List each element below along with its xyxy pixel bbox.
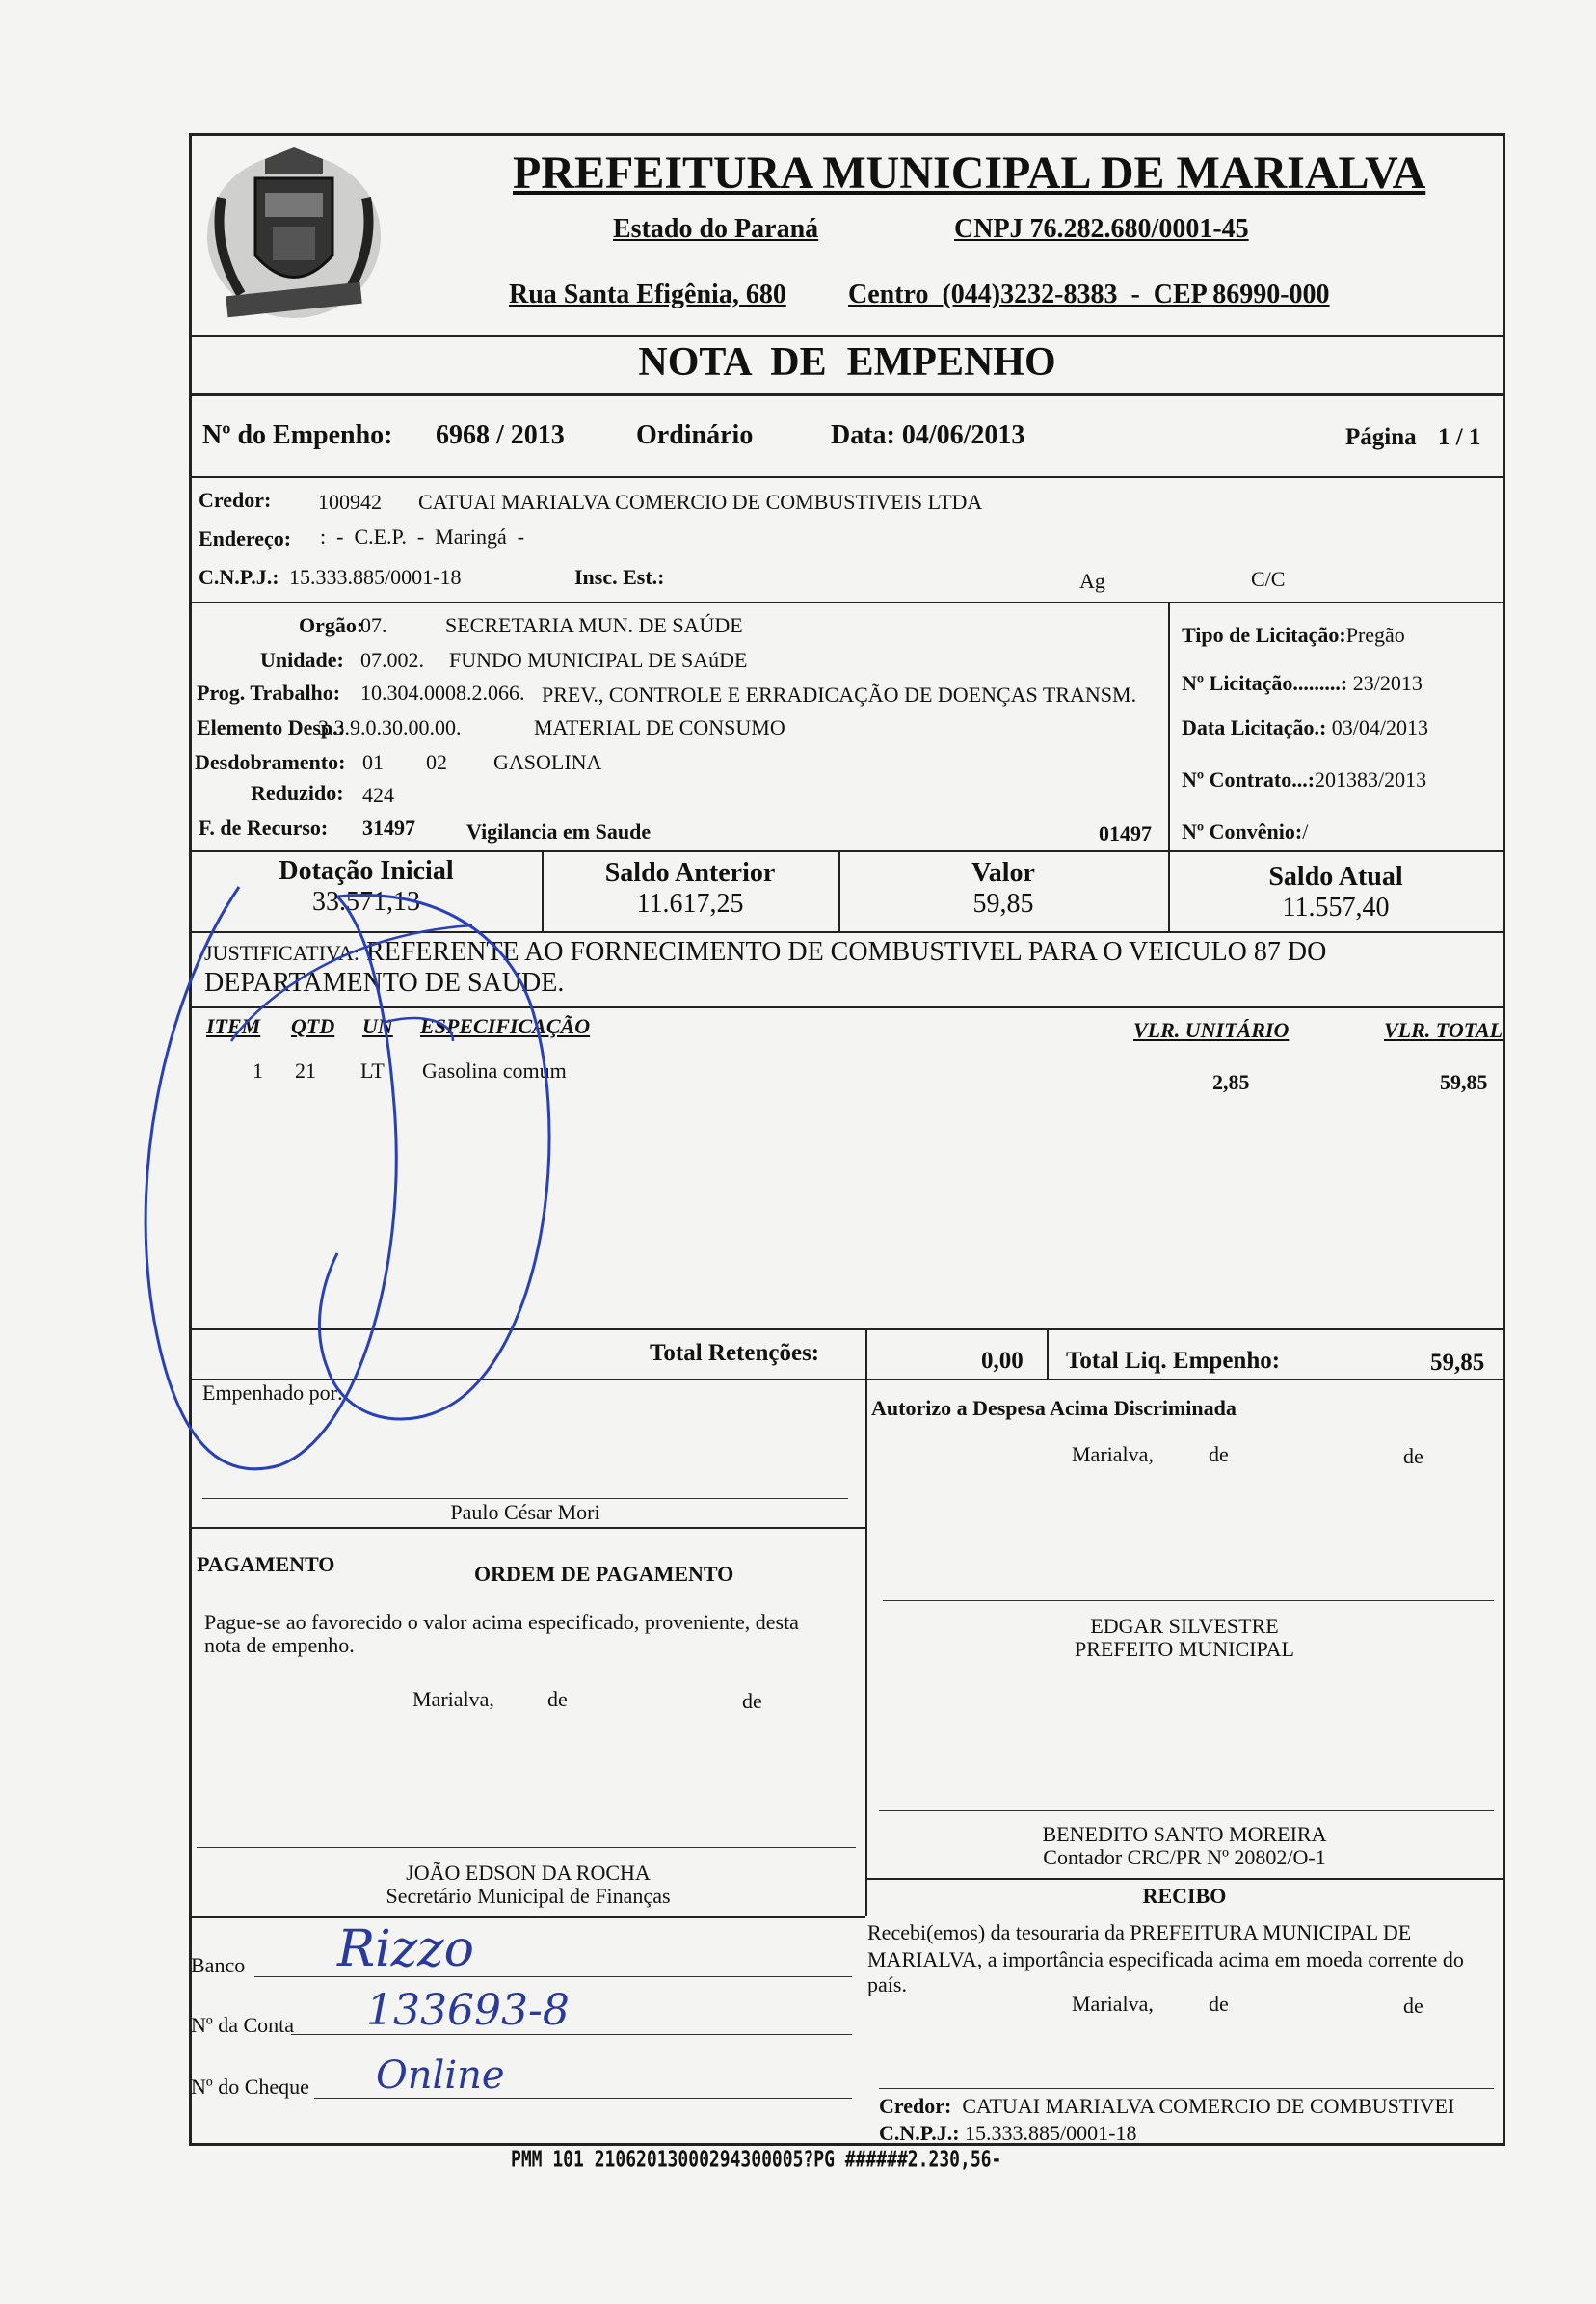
empenho-number: 6968 / 2013 — [436, 420, 565, 450]
credor-cnpj: 15.333.885/0001-18 — [289, 565, 462, 589]
autorizo-de1: de — [1209, 1442, 1229, 1466]
recibo-de2: de — [1403, 1994, 1423, 2018]
credor-address: : - C.E.P. - Maringá - — [320, 524, 525, 549]
payment-stamp: PMM 101 21062013000294300005?PG ######2.230,56- — [511, 2146, 1002, 2174]
banco-handwriting: Rizzo — [337, 1920, 474, 1978]
cheque-handwriting: Online — [376, 2053, 505, 2098]
prog-code: 10.304.0008.2.066. — [360, 681, 525, 705]
recibo-line2: MARIALVA, a importância especificada acima em moeda corrente do — [867, 1947, 1464, 1971]
retencoes-value: 0,00 — [981, 1348, 1024, 1374]
unidade-label: Unidade: — [260, 648, 344, 672]
pague-de1: de — [547, 1687, 568, 1711]
col-especificacao: ESPECIFICAÇÃO — [420, 1014, 591, 1038]
empenho-label: Nº do Empenho: — [202, 420, 393, 450]
credor-address-label: Endereço: — [199, 526, 292, 550]
data-licitacao-label: Data Licitação.: — [1182, 715, 1327, 739]
header-address: Rua Santa Efigênia, 680 — [509, 280, 786, 309]
col-un: UN — [362, 1014, 393, 1038]
conta-handwriting: 133693-8 — [366, 1986, 570, 2035]
divider — [191, 1006, 1503, 1008]
empenhado-label: Empenhado por: — [202, 1380, 344, 1405]
contrato-label: Nº Contrato...: — [1182, 767, 1316, 791]
valor-label: Valor — [971, 858, 1035, 888]
tipo-licitacao: Pregão — [1345, 623, 1405, 647]
conta-label: Nº da Conta — [191, 2013, 295, 2037]
credor-cnpj-label: C.N.P.J.: — [199, 565, 279, 589]
col-vlr-total: VLR. TOTAL — [1384, 1018, 1503, 1042]
ag-label: Ag — [1079, 569, 1105, 593]
ordem-pagamento-label: ORDEM DE PAGAMENTO — [474, 1562, 734, 1586]
row-total: 59,85 — [1440, 1070, 1488, 1094]
autorizo-de2: de — [1403, 1444, 1423, 1468]
recibo-label: RECIBO — [1142, 1884, 1227, 1908]
row-qtd: 21 — [295, 1058, 316, 1083]
liquido-value: 59,85 — [1430, 1350, 1485, 1376]
pague-line2: nota de empenho. — [204, 1633, 355, 1657]
convenio: / — [1302, 819, 1309, 844]
cheque-line — [314, 2098, 852, 2099]
desd-code1: 01 — [362, 750, 384, 774]
fonte-code2: 01497 — [1099, 821, 1152, 845]
desd-code2: 02 — [426, 750, 447, 774]
empenho-date: Data: 04/06/2013 — [831, 420, 1025, 450]
prog-name: PREV., CONTROLE E ERRADICAÇÃO DE DOENÇAS TRANSM. — [542, 683, 1137, 707]
unidade-code: 07.002. — [360, 648, 424, 672]
saldo-atual: 11.557,40 — [1282, 893, 1390, 923]
divider — [191, 602, 1503, 603]
orgao-name: SECRETARIA MUN. DE SAÚDE — [445, 613, 743, 637]
divider — [191, 931, 1503, 933]
saldo-atual-label: Saldo Atual — [1268, 862, 1403, 892]
header-state: Estado do Paraná — [613, 214, 819, 244]
saldo-anterior: 11.617,25 — [636, 889, 744, 919]
empenho-type: Ordinário — [636, 420, 754, 450]
recibo-line3: país. — [867, 1972, 907, 1996]
fonte-name: Vigilancia em Saude — [466, 819, 652, 844]
pagamento-label: PAGAMENTO — [197, 1552, 335, 1576]
secretario-nome: JOÃO EDSON DA ROCHA — [406, 1861, 651, 1885]
elem-label: Elemento Desp.: — [197, 715, 345, 739]
pague-line1: Pague-se ao favorecido o valor acima especificado, proveniente, desta — [204, 1610, 799, 1634]
cheque-label: Nº do Cheque — [191, 2075, 309, 2099]
divider — [191, 393, 1503, 396]
contrato: 201383/2013 — [1315, 767, 1427, 791]
desd-label: Desdobramento: — [195, 750, 346, 774]
empenhado-nome: Paulo César Mori — [450, 1500, 600, 1524]
prog-label: Prog. Trabalho: — [197, 681, 341, 705]
divider — [191, 335, 1503, 337]
doc-title: NOTA DE EMPENHO — [638, 340, 1056, 385]
coat-of-arms-icon — [198, 140, 390, 333]
dotacao-inicial: 33.571,13 — [312, 887, 420, 917]
data-licitacao: 03/04/2013 — [1331, 715, 1429, 739]
row-item: 1 — [253, 1058, 263, 1083]
col-qtd: QTD — [291, 1014, 335, 1038]
header-cnpj: CNPJ 76.282.680/0001-45 — [954, 214, 1249, 244]
row-unit: 2,85 — [1212, 1070, 1250, 1094]
desd-name: GASOLINA — [493, 750, 602, 774]
divider — [191, 1328, 1503, 1330]
valor: 59,85 — [972, 889, 1034, 919]
prefeito-nome: EDGAR SILVESTRE — [1090, 1614, 1279, 1638]
credor-code: 100942 — [318, 490, 382, 514]
divider — [865, 1878, 1503, 1880]
autorizo-text: Autorizo a Despesa Acima Discriminada — [871, 1396, 1237, 1420]
signature-line — [883, 1600, 1494, 1601]
col-item: ITEM — [206, 1014, 261, 1038]
credor-label: Credor: — [199, 488, 272, 512]
signature-line — [197, 1847, 856, 1848]
recibo-local: Marialva, — [1072, 1992, 1154, 2016]
justificativa-line1: REFERENTE AO FORNECIMENTO DE COMBUSTIVEL PARA O VEICULO 87 DO — [365, 937, 1327, 967]
justificativa-label: JUSTIFICATIVA: — [204, 941, 359, 965]
credor-name: CATUAI MARIALVA COMERCIO DE COMBUSTIVEIS LTDA — [418, 490, 983, 514]
num-licitacao-label: Nº Licitação.........: — [1182, 671, 1348, 695]
footer-cnpj-label: C.N.P.J.: — [879, 2121, 960, 2145]
divider — [191, 1379, 1503, 1380]
page-label: Página — [1345, 424, 1417, 450]
reduzido-label: Reduzido: — [251, 781, 344, 805]
pague-local: Marialva, — [412, 1687, 494, 1711]
recibo-de1: de — [1209, 1992, 1229, 2016]
num-licitacao: 23/2013 — [1352, 671, 1423, 695]
elem-name: MATERIAL DE CONSUMO — [534, 715, 785, 739]
divider — [191, 850, 1503, 852]
prefeito-cargo: PREFEITO MUNICIPAL — [1075, 1637, 1294, 1661]
fonte-label: F. de Recurso: — [199, 816, 329, 840]
fonte-code: 31497 — [362, 816, 415, 840]
contador-nome: BENEDITO SANTO MOREIRA — [1042, 1822, 1327, 1846]
divider — [1047, 1328, 1049, 1379]
pague-de2: de — [742, 1689, 762, 1713]
reduzido-code: 424 — [362, 783, 394, 807]
dotacao-inicial-label: Dotação Inicial — [279, 856, 454, 886]
signature-line — [202, 1498, 848, 1499]
divider — [191, 1527, 865, 1529]
divider — [191, 1916, 865, 1918]
header-district: Centro (044)3232-8383 - CEP 86990-000 — [848, 280, 1330, 309]
insc-est-label: Insc. Est.: — [574, 565, 665, 589]
cc-label: C/C — [1251, 567, 1286, 591]
convenio-label: Nº Convênio: — [1182, 819, 1303, 844]
footer-credor-nome: CATUAI MARIALVA COMERCIO DE COMBUSTIVEI — [962, 2094, 1455, 2118]
signature-line — [879, 2088, 1494, 2089]
footer-credor-label: Credor: — [879, 2094, 952, 2118]
secretario-cargo: Secretário Municipal de Finanças — [386, 1884, 671, 1908]
contador-cargo: Contador CRC/PR Nº 20802/O-1 — [1043, 1845, 1326, 1869]
unidade-name: FUNDO MUNICIPAL DE SAúDE — [449, 648, 748, 672]
elem-code: 3.3.9.0.30.00.00. — [318, 715, 462, 739]
orgao-label: Orgão: — [299, 613, 364, 637]
divider — [1168, 602, 1170, 852]
row-un: LT — [360, 1058, 385, 1083]
footer-cnpj: 15.333.885/0001-18 — [965, 2121, 1137, 2145]
col-vlr-unitario: VLR. UNITÁRIO — [1133, 1018, 1290, 1042]
autorizo-local: Marialva, — [1072, 1442, 1154, 1466]
saldo-anterior-label: Saldo Anterior — [604, 858, 776, 888]
justificativa-line2: DEPARTAMENTO DE SAUDE. — [204, 968, 565, 998]
header-title: PREFEITURA MUNICIPAL DE MARIALVA — [513, 147, 1426, 199]
page-number: 1 / 1 — [1438, 424, 1481, 450]
retencoes-label: Total Retenções: — [650, 1340, 820, 1366]
row-esp: Gasolina comum — [422, 1058, 567, 1083]
divider — [191, 476, 1503, 478]
orgao-code: 07. — [360, 613, 387, 637]
signature-line — [879, 1810, 1494, 1811]
banco-label: Banco — [191, 1953, 246, 1977]
recibo-line1: Recebi(emos) da tesouraria da PREFEITURA MUNICIPAL DE — [867, 1920, 1412, 1944]
tipo-licitacao-label: Tipo de Licitação: — [1182, 623, 1346, 647]
liquido-label: Total Liq. Empenho: — [1066, 1348, 1281, 1374]
